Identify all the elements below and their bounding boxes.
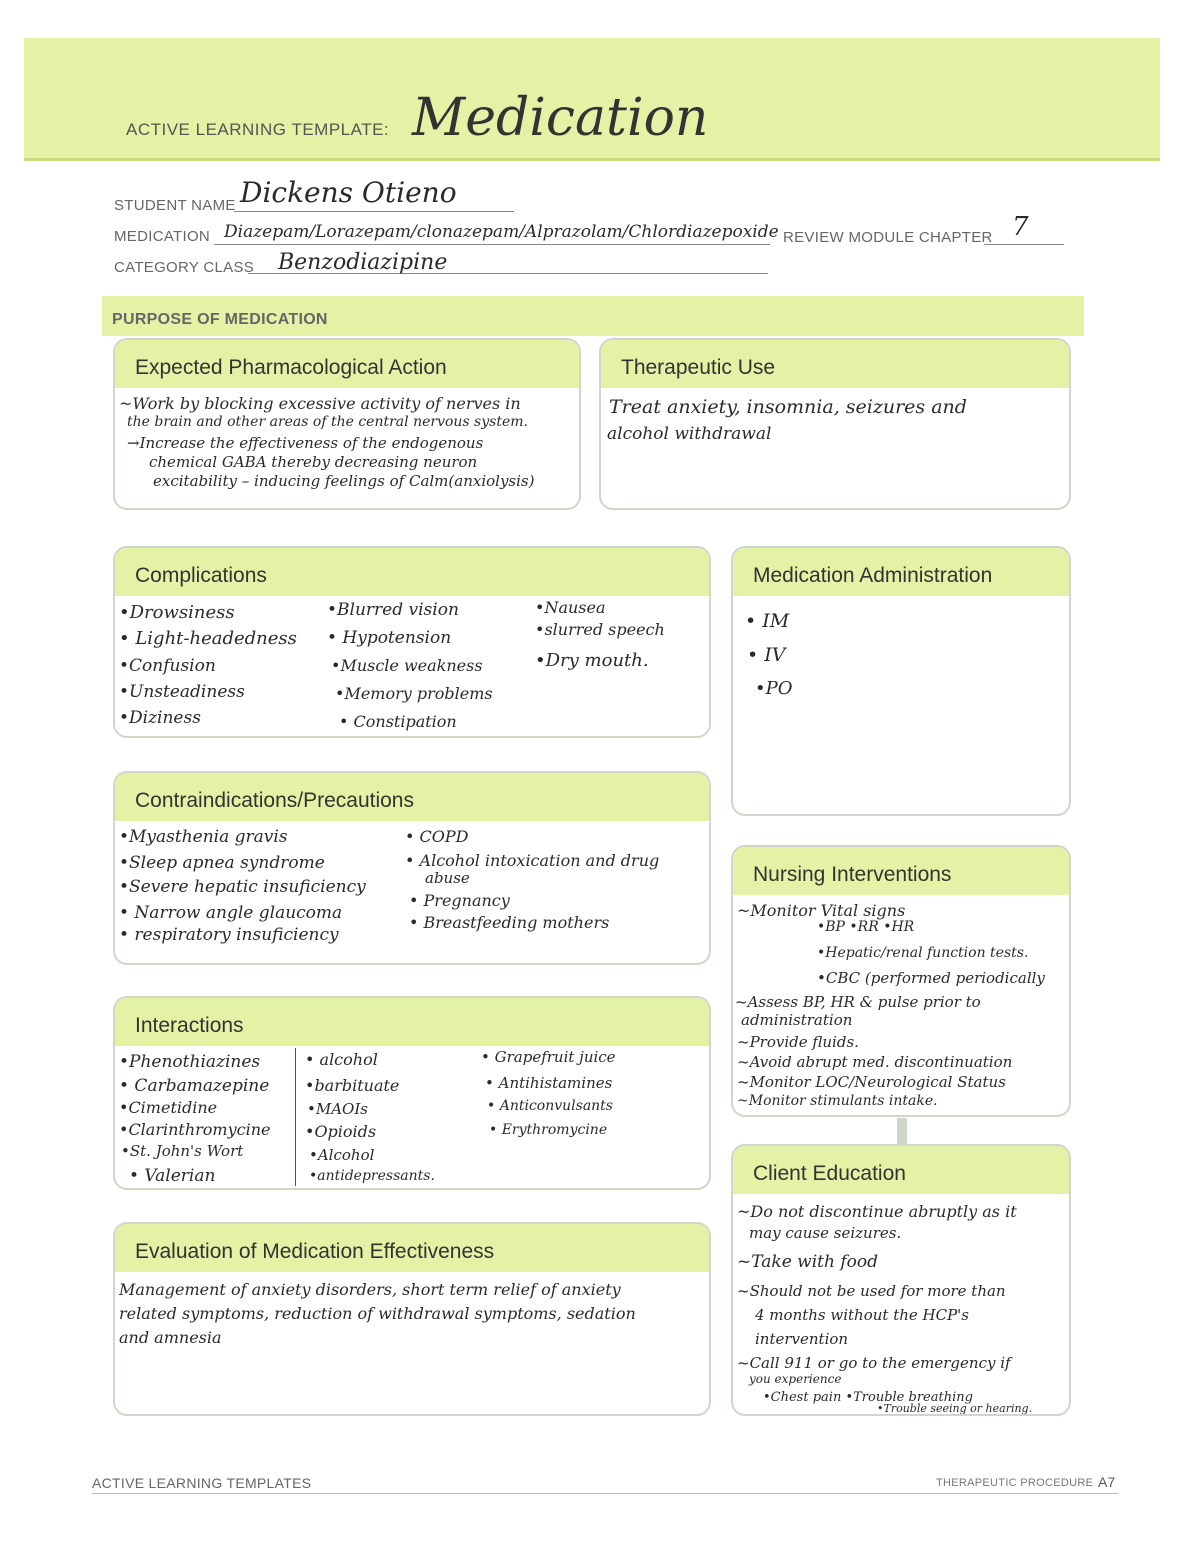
medication-administration-box <box>731 546 1071 816</box>
interaction-item: •Alcohol <box>309 1146 375 1164</box>
footer-rule <box>92 1493 1118 1494</box>
contraindication-item: • respiratory insuficiency <box>119 925 339 945</box>
therapeutic-use-title: Therapeutic Use <box>601 340 1069 388</box>
footer-left: ACTIVE LEARNING TEMPLATES <box>92 1475 312 1491</box>
complication-item: •Blurred vision <box>327 600 459 620</box>
administration-route: •PO <box>755 678 793 699</box>
nursing-line: ~Assess BP, HR & pulse prior to <box>735 993 981 1011</box>
review-chapter-value[interactable]: 7 <box>1012 212 1029 242</box>
administration-route: • IM <box>745 610 790 632</box>
expected-action-box <box>113 338 581 510</box>
interaction-item: • Valerian <box>129 1166 216 1186</box>
student-name-value[interactable]: Dickens Otieno <box>240 176 457 209</box>
nursing-line: ~Monitor Vital signs <box>737 901 906 920</box>
category-value[interactable]: Benzodiazipine <box>278 250 448 275</box>
interaction-item: •St. John's Wort <box>121 1142 244 1160</box>
interaction-item: •barbituate <box>305 1076 400 1095</box>
interaction-item: •Clarinthromycine <box>119 1120 271 1139</box>
evaluation-line: related symptoms, reduction of withdrawal symptoms, sedation <box>119 1304 636 1323</box>
expected-line: the brain and other areas of the central nervous system. <box>127 414 528 430</box>
nursing-line: ~Monitor stimulants intake. <box>737 1093 938 1109</box>
template-title: Medication <box>412 88 709 148</box>
medication-value[interactable]: Diazepam/Lorazepam/clonazepam/Alprazolam/Chlordiazepoxide <box>224 222 779 242</box>
complications-box <box>113 546 711 738</box>
interaction-item: • Anticonvulsants <box>487 1098 613 1114</box>
interaction-item: • Antihistamines <box>485 1074 613 1092</box>
review-chapter-line <box>984 244 1064 245</box>
nursing-line: ~Avoid abrupt med. discontinuation <box>737 1053 1013 1071</box>
education-line: intervention <box>755 1330 849 1348</box>
expected-line: ~Work by blocking excessive activity of nerves in <box>119 394 521 413</box>
footer-page-number: A7 <box>1098 1474 1116 1490</box>
complication-item: •Diziness <box>119 708 201 728</box>
complication-item: •Drowsiness <box>119 602 235 623</box>
education-line: ~Call 911 or go to the emergency if <box>737 1354 1011 1372</box>
complication-item: •Nausea <box>535 598 606 617</box>
interaction-item: • Erythromycine <box>489 1122 608 1138</box>
expected-line: excitability – inducing feelings of Calm(anxiolysis) <box>153 472 535 490</box>
nursing-line: ~Monitor LOC/Neurological Status <box>737 1073 1006 1091</box>
complication-item: •Unsteadiness <box>119 682 245 702</box>
contraindication-item: • Alcohol intoxication and drug <box>405 851 660 870</box>
interaction-item: •MAOIs <box>307 1100 368 1118</box>
evaluation-title: Evaluation of Medication Effectiveness <box>115 1224 709 1272</box>
interaction-item: • Carbamazepine <box>119 1076 270 1096</box>
complication-item: • Constipation <box>339 712 457 731</box>
contraindication-item: • Narrow angle glaucoma <box>119 903 343 923</box>
interaction-item: • Grapefruit juice <box>481 1048 616 1066</box>
education-line: ~Should not be used for more than <box>737 1282 1006 1300</box>
medication-administration-title: Medication Administration <box>733 548 1069 596</box>
interaction-item: •antidepressants. <box>309 1168 435 1184</box>
review-chapter-label: REVIEW MODULE CHAPTER <box>783 229 993 246</box>
interactions-divider <box>295 1048 296 1186</box>
therapeutic-line: Treat anxiety, insomnia, seizures and <box>609 396 967 418</box>
education-line: 4 months without the HCP's <box>755 1306 969 1324</box>
nursing-line: ~Provide fluids. <box>737 1033 859 1051</box>
complication-item: •slurred speech <box>535 620 665 639</box>
evaluation-line: Management of anxiety disorders, short term relief of anxiety <box>119 1280 621 1299</box>
medication-line <box>214 244 770 245</box>
client-education-title: Client Education <box>733 1146 1069 1194</box>
nursing-line: administration <box>741 1011 853 1029</box>
box-connector <box>897 1118 907 1144</box>
contraindication-item: •Sleep apnea syndrome <box>119 853 325 873</box>
complication-item: •Dry mouth. <box>535 650 649 671</box>
category-label: CATEGORY CLASS <box>114 259 255 276</box>
footer-right: THERAPEUTIC PROCEDURE <box>936 1477 1094 1489</box>
template-label: ACTIVE LEARNING TEMPLATE: <box>126 120 390 139</box>
contraindication-item: • Pregnancy <box>409 891 510 910</box>
student-name-line <box>234 211 514 212</box>
interaction-item: • alcohol <box>305 1050 378 1069</box>
interaction-item: •Opioids <box>305 1122 377 1141</box>
complication-item: •Confusion <box>119 656 216 676</box>
education-line: ~Take with food <box>737 1252 878 1272</box>
student-name-label: STUDENT NAME <box>114 197 236 214</box>
expected-line: →Increase the effectiveness of the endogenous <box>127 434 484 452</box>
therapeutic-use-box <box>599 338 1071 510</box>
contraindication-item: abuse <box>425 869 470 887</box>
education-line: •Trouble seeing or hearing. <box>877 1402 1033 1415</box>
expected-action-title: Expected Pharmacological Action <box>115 340 579 388</box>
complication-item: • Hypotension <box>327 628 452 648</box>
nursing-interventions-title: Nursing Interventions <box>733 847 1069 895</box>
complication-item: •Muscle weakness <box>331 656 483 675</box>
education-line: may cause seizures. <box>749 1224 902 1242</box>
interactions-box <box>113 996 711 1190</box>
education-line: ~Do not discontinue abruptly as it <box>737 1202 1017 1221</box>
interaction-item: •Cimetidine <box>119 1098 218 1117</box>
complication-item: •Memory problems <box>335 684 493 703</box>
evaluation-line: and amnesia <box>119 1328 222 1347</box>
nursing-line: •Hepatic/renal function tests. <box>817 945 1029 961</box>
interactions-title: Interactions <box>115 998 709 1046</box>
nursing-line: •BP •RR •HR <box>817 919 915 935</box>
administration-route: • IV <box>747 644 786 666</box>
expected-line: chemical GABA thereby decreasing neuron <box>149 453 478 471</box>
contraindication-item: •Myasthenia gravis <box>119 827 288 847</box>
medication-label: MEDICATION <box>114 228 211 245</box>
contraindications-box <box>113 771 711 965</box>
purpose-label: PURPOSE OF MEDICATION <box>112 311 328 328</box>
nursing-interventions-box <box>731 845 1071 1117</box>
evaluation-box <box>113 1222 711 1416</box>
contraindication-item: • Breastfeeding mothers <box>409 913 610 932</box>
nursing-line: •CBC (performed periodically <box>817 969 1045 987</box>
contraindication-item: • COPD <box>405 827 469 846</box>
therapeutic-line: alcohol withdrawal <box>607 424 772 444</box>
client-education-box <box>731 1144 1071 1416</box>
interaction-item: •Phenothiazines <box>119 1052 261 1072</box>
complications-title: Complications <box>115 548 709 596</box>
education-line: you experience <box>749 1372 842 1386</box>
contraindications-title: Contraindications/Precautions <box>115 773 709 821</box>
contraindication-item: •Severe hepatic insuficiency <box>119 877 366 897</box>
complication-item: • Light-headedness <box>119 628 297 649</box>
education-line: •Chest pain •Trouble breathing <box>763 1390 973 1405</box>
